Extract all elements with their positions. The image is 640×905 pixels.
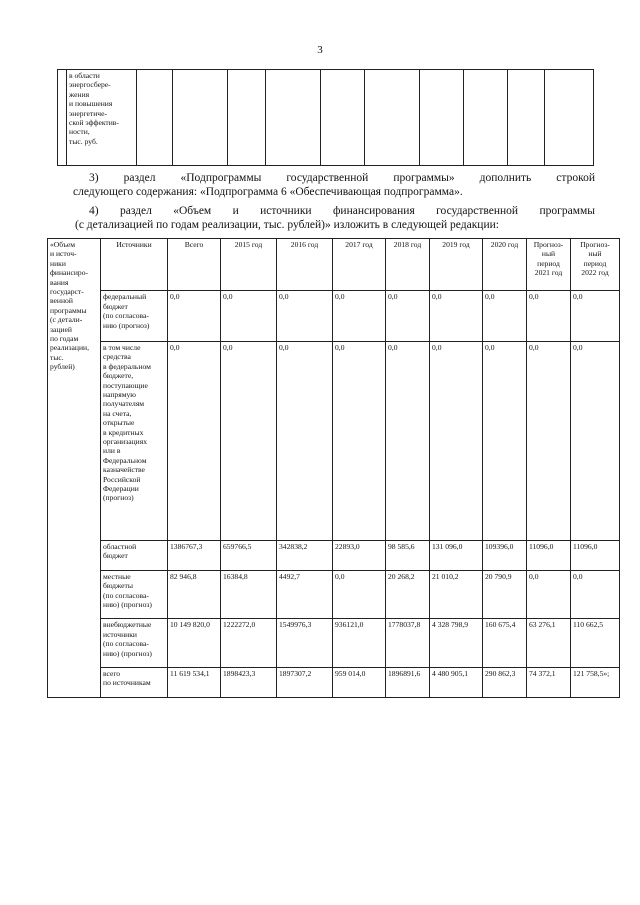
- row-header-line: вания: [50, 277, 69, 287]
- source-line: источники: [103, 629, 137, 639]
- source-line: Федерации: [103, 483, 139, 493]
- source-line: нию) (прогноз): [103, 648, 152, 658]
- row-header-line: финансиро-: [50, 268, 89, 278]
- row-header-line: (с детали-: [50, 315, 83, 325]
- value-cell: 0,0: [333, 291, 386, 341]
- source-line: внебюджетные: [103, 620, 152, 630]
- value-cell: 121 758,5»;: [571, 667, 620, 697]
- value-cell: 0,0: [527, 341, 571, 540]
- source-line: (по согласова-: [103, 311, 149, 321]
- header-line: 2021 год: [534, 268, 563, 278]
- value-cell: 110 662,5: [571, 619, 620, 667]
- source-line: нию) (прогноз): [103, 600, 152, 610]
- value-cell: 16384,8: [221, 570, 277, 618]
- label-line: и повышения: [69, 99, 113, 109]
- source-line: бюджет: [103, 551, 128, 561]
- row-header-line: «Объем: [50, 240, 76, 249]
- source-line: поступающие: [103, 380, 148, 390]
- source-line: в федеральном: [103, 361, 151, 371]
- empty-cell: [464, 70, 508, 166]
- source-cell: [101, 667, 168, 697]
- empty-cell: [365, 70, 420, 166]
- value-cell: 4492,7: [277, 570, 333, 618]
- header-2020: 2020 год: [483, 239, 527, 291]
- row-header-line: венной: [50, 296, 73, 306]
- header-2015: 2015 год: [221, 239, 277, 291]
- value-cell: 21 010,2: [430, 570, 483, 618]
- financing-table: [47, 238, 620, 698]
- source-line: Российской: [103, 474, 141, 484]
- value-cell: 1896891,6: [386, 667, 430, 697]
- paragraph-4-line-2: (с детализацией по годам реализации, тыс. рублей)» изложить в следующей редакции:: [75, 219, 499, 231]
- header-row: [48, 239, 620, 291]
- label-line: тыс. руб.: [69, 136, 98, 146]
- value-cell: 63 276,1: [527, 619, 571, 667]
- header-sources: Источники: [101, 239, 168, 291]
- value-cell: 0,0: [168, 291, 221, 341]
- table-row: [48, 341, 620, 540]
- source-cell: [101, 341, 168, 540]
- value-cell: 22893,0: [333, 540, 386, 570]
- value-cell: 0,0: [386, 341, 430, 540]
- value-cell: 20 268,2: [386, 570, 430, 618]
- value-cell: 160 675,4: [483, 619, 527, 667]
- paragraph-4: [73, 204, 595, 232]
- source-line: областной: [103, 541, 137, 551]
- empty-cell: [58, 70, 67, 166]
- value-cell: 0,0: [333, 570, 386, 618]
- value-cell: 11 619 534,1: [168, 667, 221, 697]
- source-cell: [101, 570, 168, 618]
- empty-cell: [266, 70, 321, 166]
- source-line: напрямую: [103, 389, 136, 399]
- value-cell: 20 790,9: [483, 570, 527, 618]
- value-cell: 11096,0: [527, 540, 571, 570]
- value-cell: 82 946,8: [168, 570, 221, 618]
- empty-cell: [137, 70, 173, 166]
- empty-cell: [173, 70, 228, 166]
- value-cell: 4 480 905,1: [430, 667, 483, 697]
- continuation-table: [57, 69, 594, 166]
- header-total: Всего: [168, 239, 221, 291]
- value-cell: 1222272,0: [221, 619, 277, 667]
- source-line: по источникам: [103, 678, 151, 688]
- value-cell: 98 585,6: [386, 540, 430, 570]
- value-cell: 1549976,3: [277, 619, 333, 667]
- table-row: [48, 570, 620, 618]
- value-cell: 0,0: [277, 291, 333, 341]
- label-line: в области: [69, 71, 100, 80]
- source-line: федеральный: [103, 292, 147, 302]
- row-label-cell: [67, 70, 137, 166]
- header-2017: 2017 год: [333, 239, 386, 291]
- source-line: нию (прогноз): [103, 320, 150, 330]
- source-line: (по согласова-: [103, 639, 149, 649]
- header-forecast-2021: [527, 239, 571, 291]
- source-line: местные: [103, 571, 131, 581]
- value-cell: 0,0: [221, 341, 277, 540]
- header-line: период: [583, 258, 607, 268]
- empty-cell: [420, 70, 464, 166]
- row-header-cell: [48, 239, 101, 698]
- value-cell: 936121,0: [333, 619, 386, 667]
- row-header-line: государст-: [50, 287, 84, 297]
- source-line: бюджеты: [103, 581, 133, 591]
- paragraph-3-line-2: следующего содержания: «Подпрограмма 6 «Обеспечивающая подпрограмма».: [73, 186, 463, 198]
- source-line: бюджет: [103, 301, 128, 311]
- label-line: ности,: [69, 127, 90, 137]
- value-cell: 0,0: [221, 291, 277, 341]
- header-line: период: [537, 258, 560, 268]
- table-row: [48, 540, 620, 570]
- label-line: энергетиче-: [69, 108, 107, 118]
- source-line: на счета,: [103, 408, 132, 418]
- source-line: или в: [103, 446, 121, 456]
- paragraph-3: [73, 171, 595, 199]
- header-line: ный: [541, 249, 556, 259]
- source-line: Федеральном: [103, 455, 147, 465]
- row-header-line: ники: [50, 258, 66, 268]
- source-line: в том числе: [103, 342, 141, 352]
- header-line: Прогноз-: [580, 240, 610, 249]
- header-line: Прогноз-: [533, 240, 564, 249]
- value-cell: 1898423,3: [221, 667, 277, 697]
- row-header-line: и источ-: [50, 249, 77, 259]
- value-cell: 0,0: [527, 570, 571, 618]
- value-cell: 10 149 820,0: [168, 619, 221, 667]
- table-row: [48, 619, 620, 667]
- source-line: организациях: [103, 436, 147, 446]
- value-cell: 0,0: [333, 341, 386, 540]
- paragraph-3-line-1: 3) раздел «Подпрограммы государственной программы» дополнить строкой: [89, 172, 595, 184]
- empty-cell: [545, 70, 594, 166]
- value-cell: 1386767,3: [168, 540, 221, 570]
- row-header-line: по годам: [50, 334, 79, 344]
- source-cell: [101, 291, 168, 341]
- value-cell: 342838,2: [277, 540, 333, 570]
- value-cell: 131 096,0: [430, 540, 483, 570]
- value-cell: 0,0: [430, 341, 483, 540]
- value-cell: 959 014,0: [333, 667, 386, 697]
- row-header-line: тыс.: [50, 352, 64, 362]
- source-line: (прогноз): [103, 493, 134, 503]
- source-cell: [101, 540, 168, 570]
- row-header-line: программы: [50, 305, 87, 315]
- value-cell: 0,0: [527, 291, 571, 341]
- value-cell: 0,0: [571, 341, 620, 540]
- label-line: энергосбере-: [69, 80, 111, 90]
- empty-cell: [508, 70, 545, 166]
- value-cell: 0,0: [483, 291, 527, 341]
- source-cell: [101, 619, 168, 667]
- row-header-line: реализации,: [50, 343, 90, 353]
- value-cell: 0,0: [483, 341, 527, 540]
- source-line: получателям: [103, 399, 145, 409]
- continuation-row: [58, 70, 594, 166]
- empty-cell: [321, 70, 365, 166]
- row-header-line: рублей): [50, 362, 75, 372]
- value-cell: 11096,0: [571, 540, 620, 570]
- paragraph-4-line-1: 4) раздел «Объем и источники финансирования государственной программы: [89, 205, 595, 217]
- header-2016: 2016 год: [277, 239, 333, 291]
- label-line: ской эффектив-: [69, 118, 119, 128]
- value-cell: 290 862,3: [483, 667, 527, 697]
- value-cell: 109396,0: [483, 540, 527, 570]
- value-cell: 0,0: [386, 291, 430, 341]
- value-cell: 4 328 798,9: [430, 619, 483, 667]
- header-forecast-2022: [571, 239, 620, 291]
- header-line: ный: [588, 249, 602, 259]
- source-line: (по согласова-: [103, 590, 149, 600]
- label-line: жения: [69, 89, 90, 99]
- value-cell: 0,0: [430, 291, 483, 341]
- value-cell: 1897307,2: [277, 667, 333, 697]
- value-cell: 659766,5: [221, 540, 277, 570]
- source-line: открытые: [103, 418, 135, 428]
- value-cell: 0,0: [168, 341, 221, 540]
- header-line: 2022 год: [581, 268, 609, 278]
- value-cell: 0,0: [277, 341, 333, 540]
- value-cell: 0,0: [571, 291, 620, 341]
- source-line: средства: [103, 352, 131, 362]
- row-header-line: зацией: [50, 324, 72, 334]
- table-row: [48, 667, 620, 697]
- empty-cell: [228, 70, 266, 166]
- page-number: 3: [317, 44, 323, 56]
- source-line: всего: [103, 668, 121, 678]
- value-cell: 1778037,8: [386, 619, 430, 667]
- source-line: казначействе: [103, 465, 145, 475]
- value-cell: 74 372,1: [527, 667, 571, 697]
- table-row: [48, 291, 620, 341]
- source-line: в кредитных: [103, 427, 144, 437]
- source-line: бюджете,: [103, 371, 134, 381]
- value-cell: 0,0: [571, 570, 620, 618]
- header-2018: 2018 год: [386, 239, 430, 291]
- header-2019: 2019 год: [430, 239, 483, 291]
